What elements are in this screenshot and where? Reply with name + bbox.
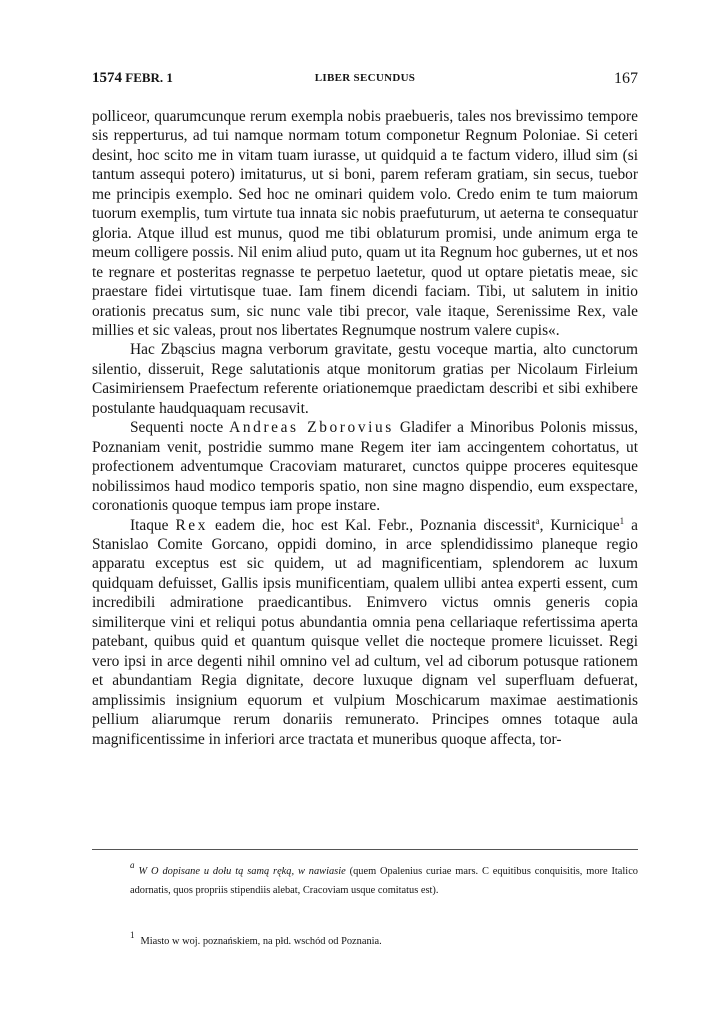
footnote-ref-1: 1 [619, 515, 625, 526]
p4-mid: eadem die, hoc est Kal. Febr., Poznania discessit [215, 516, 536, 534]
spaced-word-rex: Rex [175, 516, 209, 534]
p4-mid2: , Kurnicique [539, 516, 620, 534]
footnote-1 [130, 932, 638, 951]
paragraph-zborovius [92, 418, 638, 515]
footnote-ref-a: a [535, 515, 540, 526]
footnote-1-text: Miasto w woj. poznańskiem, na płd. wschód od Poznania. [140, 936, 382, 947]
paragraph-rex-departure [92, 516, 638, 749]
footnote-1-mark: 1 [130, 930, 135, 940]
footnote-a-mark: a [130, 860, 135, 870]
p4-rest: a Stanislao Comite Gorcano, oppidi domino, in arce splendidissimo planeque regio apparatu exceptus est sic quidem, ut ad magnificentiam, splendorem ac luxum quidquam defuisset, Gallis ipsis munificentiam, qualem ullibi antea experti essent, cum incredibili admiratione praedicantibus. Enimvero victus omnis generis copia similiterque vini et reliqui potus abundantia omnia pena cellariaque refertissima aperta patebant, quibus quid et quantum quisque vellet die nocteque promere licuisset. Regi vero ipsi in arce degenti nihil omnino vel ad cultum, vel ad ciborum potusque rationem et abundantiam Regia dignitate, decore luxuque dignam vel superfluam defuerat, amplissimis insignium equorum et vulpium Moschicarum maximae aestimationis pellium aliarumque rerum donariis remunerato. Principes omnes totaque aula magnificentissime in inferiori arce tractata et muneribus quoque affecta, tor- [92, 516, 638, 748]
spaced-name-andreas-zborovius: Andreas Zborovius [229, 419, 394, 437]
footnote-divider [92, 849, 638, 850]
footnote-a-lead: W O [138, 866, 159, 877]
p4-lead: Itaque [130, 516, 169, 534]
page-header [92, 70, 638, 90]
p3-rest: Gladifer a Minoribus Polonis missus, Poznaniam venit, postridie summo mane Regem iter iam accingentem cohortatus, ut profectionem adventumque Cracoviam maturaret, cunctos quippe proceres equitesque nobilissimos haud modico temporis spatio, non sine magno dispendio, eum exspectare, coronationis quoque tempus iam prope instare. [92, 419, 638, 515]
footnote-a [130, 862, 638, 900]
paragraph-zbascius: Hac Zbąscius magna verborum gravitate, gestu voceque martia, alto cunctorum silentio, disseruit, Rege salutationis atque monitorum gratias per Nicolaum Firleium Casimiriensem Praefectum referente oriationemque praedictam describi et sibi exhibere postulante haudquaquam recusavit. [92, 341, 638, 417]
header-year: 1574 [92, 70, 122, 86]
footnote-a-text: (quem Opalenius curiae mars. C equitibus conquisitis, more Italico adornatis, quos propriis stipendiis alebat, Cracoviam usque comitatus est). [130, 866, 639, 896]
paragraph-speech-end: polliceor, quarumcunque rerum exempla nobis praebueris, tales nos brevissimo tempore sis repperturus, ad tui namque normam totum componetur Regnum Poloniae. Si ceteri desint, hoc scito me in vitam tuam iurasse, ut quidquid a te factum videro, illud sim (si tantum assequi potero) imitaturus, ut si boni, parem referam gratiam, sin secus, tuebor me principis exemplo. Sed hoc ne ominari quidem volo. Credo enim te tum maiorum tuorum exemplis, tum virtute tua innata sic nobis praefuturum, ut aeterna te consequatur gloria. Atque illud est munus, quod me tibi oblaturum promisi, unde animum erga te meum colligere possis. Nil enim aliud puto, quam ut ita Regnum hoc gubernes, ut et nos te regnare et posteritas regnasse te perpetuo laetetur, quod ut optare pietatis meae, sic praestare fidei virtutisque tuae. Iam finem dicendi faciam. Tibi, ut salutem in initio orationis precatus sum, sic nunc vale tibi precor, vale itaque, Serenissime Rex, vale millies et sic valeas, prout nos libertates Regnumque nostrum valere cupis«. [92, 108, 638, 339]
p3-lead: Sequenti nocte [130, 419, 224, 437]
page-number: 167 [614, 70, 638, 87]
header-month: FEBR. 1 [125, 70, 173, 85]
main-text [92, 107, 638, 749]
running-title: LIBER SECUNDUS [314, 72, 416, 84]
footnote-a-italic: dopisane u dołu tą samą ręką, w nawiasie [162, 866, 346, 877]
